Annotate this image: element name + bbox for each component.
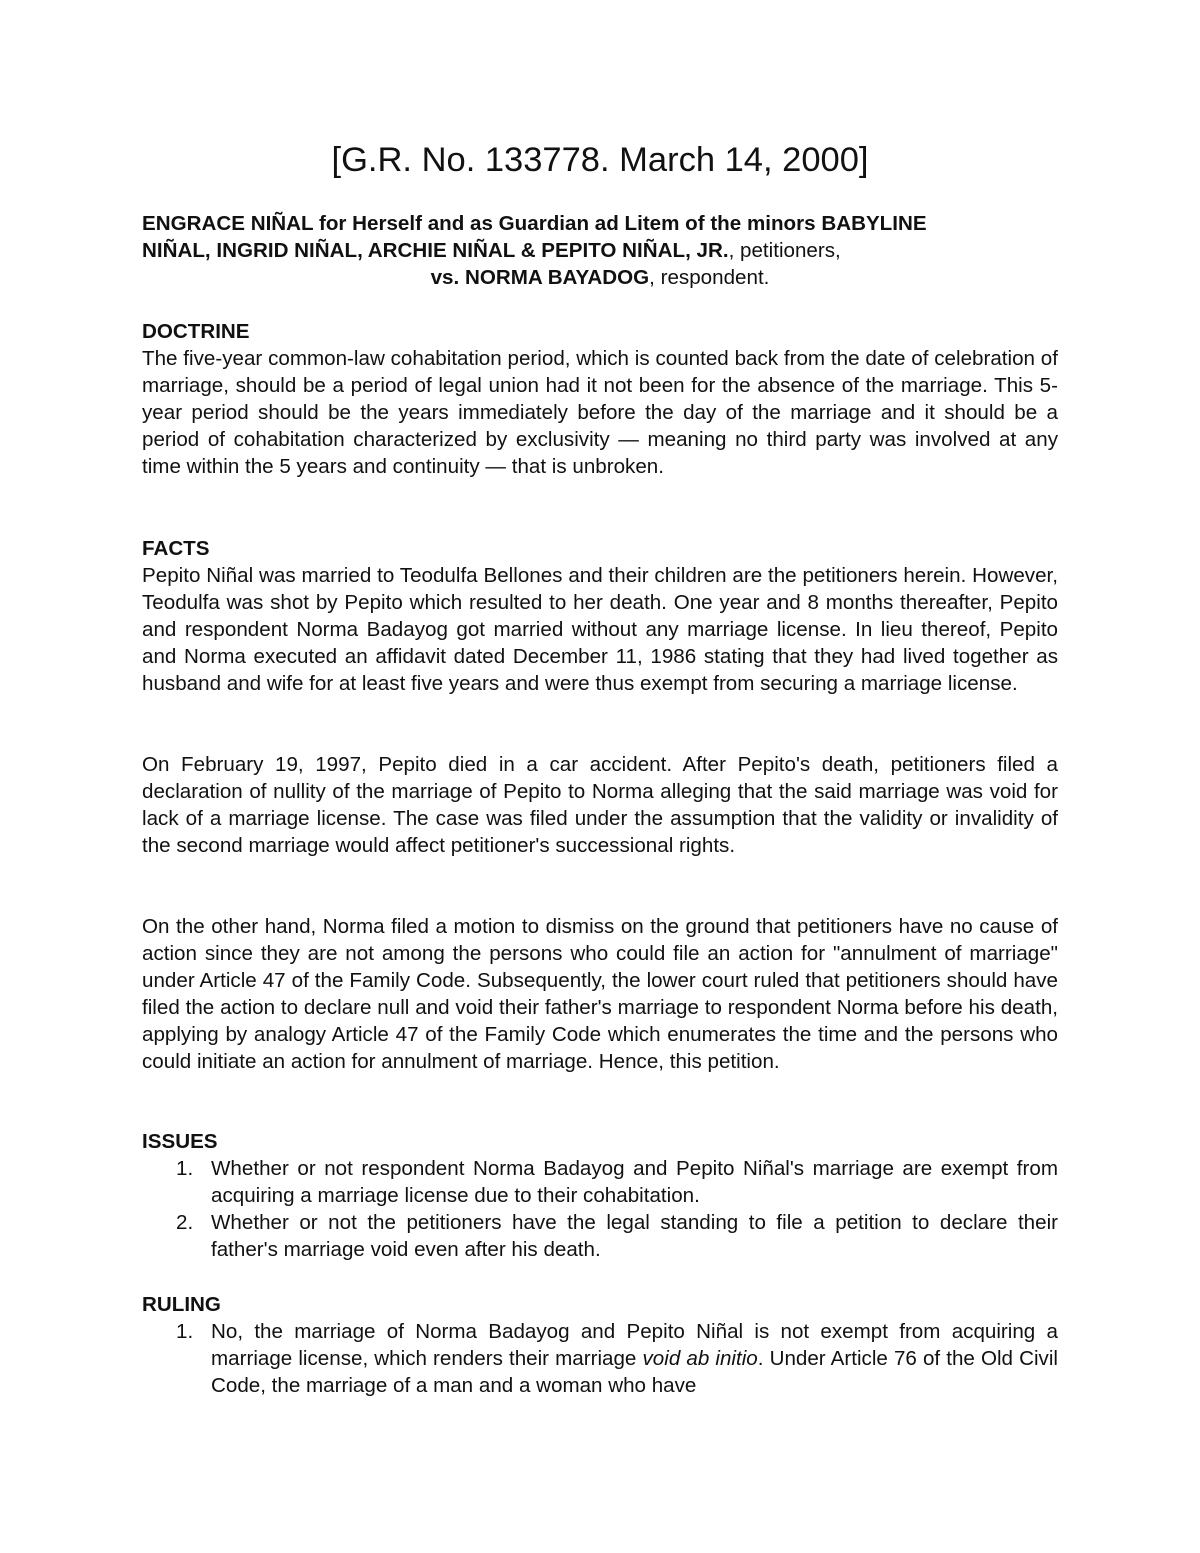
- issue-number: 2.: [176, 1211, 194, 1234]
- ruling-list: [142, 1318, 1058, 1399]
- facts-heading: FACTS: [142, 537, 210, 560]
- doctrine-section: [142, 318, 1058, 480]
- facts-paragraph-3: On the other hand, Norma filed a motion to dismiss on the ground that petitioners have no cause of action since they are not among the persons who could file an action for "annulment of marriage" under Article 47 of the Family Code. Subsequently, the lower court ruled that petitioners should have filed the action to declare null and void their father's marriage to respondent Norma before his death, applying by analogy Article 47 of the Family Code which enumerates the time and the persons who could initiate an action for annulment of marriage. Hence, this petition.: [142, 915, 1058, 1073]
- issues-heading: ISSUES: [142, 1130, 218, 1153]
- ruling-text-italic: void ab initio: [642, 1347, 758, 1370]
- ruling-heading: RULING: [142, 1293, 221, 1316]
- ruling-text-b: . Under Article 76 of the Old Civil Code, the marriage of a man and a woman who have: [211, 1347, 1059, 1397]
- facts-paragraph-2: On February 19, 1997, Pepito died in a car accident. After Pepito's death, petitioners filed a declaration of nullity of the marriage of Pepito to Norma alleging that the said marriage was void for lack of a marriage license. The case was filed under the assumption that the validity or invalidity of the second marriage would affect petitioner's successional rights.: [142, 753, 1058, 857]
- ruling-text-a: No, the marriage of Norma Badayog and Pepito Niñal is not exempt from acquiring a marriage license, which renders their marriage: [211, 1320, 1058, 1370]
- issue-item: [142, 1155, 1058, 1209]
- respondent-label: , respondent.: [649, 266, 770, 289]
- issues-section: [142, 1128, 1058, 1263]
- ruling-item: [142, 1318, 1058, 1399]
- issue-number: 1.: [176, 1157, 194, 1180]
- issue-item: [142, 1209, 1058, 1263]
- facts-paragraph-3-wrap: [142, 913, 1058, 1075]
- case-parties: [142, 210, 1058, 291]
- doctrine-text: The five-year common-law cohabitation period, which is counted back from the date of celebration of marriage, should be a period of legal union had it not been for the absence of the marriage. This 5-year period should be the years immediately before the day of the marriage and it should be a period of cohabitation characterized by exclusivity — meaning no third party was involved at any time within the 5 years and continuity — that is unbroken.: [142, 347, 1058, 478]
- issue-text: Whether or not respondent Norma Badayog and Pepito Niñal's marriage are exempt from acquiring a marriage license due to their cohabitation.: [211, 1157, 1058, 1207]
- issue-text: Whether or not the petitioners have the legal standing to file a petition to declare their father's marriage void even after his death.: [211, 1211, 1058, 1261]
- petitioner-names-2: NIÑAL, INGRID NIÑAL, ARCHIE NIÑAL & PEPITO NIÑAL, JR.: [142, 239, 729, 262]
- issues-list: [142, 1155, 1058, 1263]
- ruling-section: [142, 1291, 1058, 1399]
- ruling-number: 1.: [176, 1320, 194, 1343]
- parties-line-1: [142, 210, 1058, 237]
- facts-paragraph-2-wrap: [142, 751, 1058, 859]
- parties-line-3: [142, 264, 1058, 291]
- petitioner-names-1: ENGRACE NIÑAL for Herself and as Guardian ad Litem of the minors BABYLINE: [142, 212, 927, 235]
- respondent-name: vs. NORMA BAYADOG: [430, 266, 650, 289]
- petitioners-label: , petitioners,: [728, 239, 841, 262]
- parties-line-2: [142, 237, 1058, 264]
- facts-section: [142, 535, 1058, 697]
- doctrine-heading: DOCTRINE: [142, 320, 250, 343]
- facts-paragraph-1: Pepito Niñal was married to Teodulfa Bellones and their children are the petitioners herein. However, Teodulfa was shot by Pepito which resulted to her death. One year and 8 months thereafter, Pepito and respondent Norma Badayog got married without any marriage license. In lieu thereof, Pepito and Norma executed an affidavit dated December 11, 1986 stating that they had lived together as husband and wife for at least five years and were thus exempt from securing a marriage license.: [142, 564, 1058, 695]
- case-title: [G.R. No. 133778. March 14, 2000]: [331, 141, 869, 179]
